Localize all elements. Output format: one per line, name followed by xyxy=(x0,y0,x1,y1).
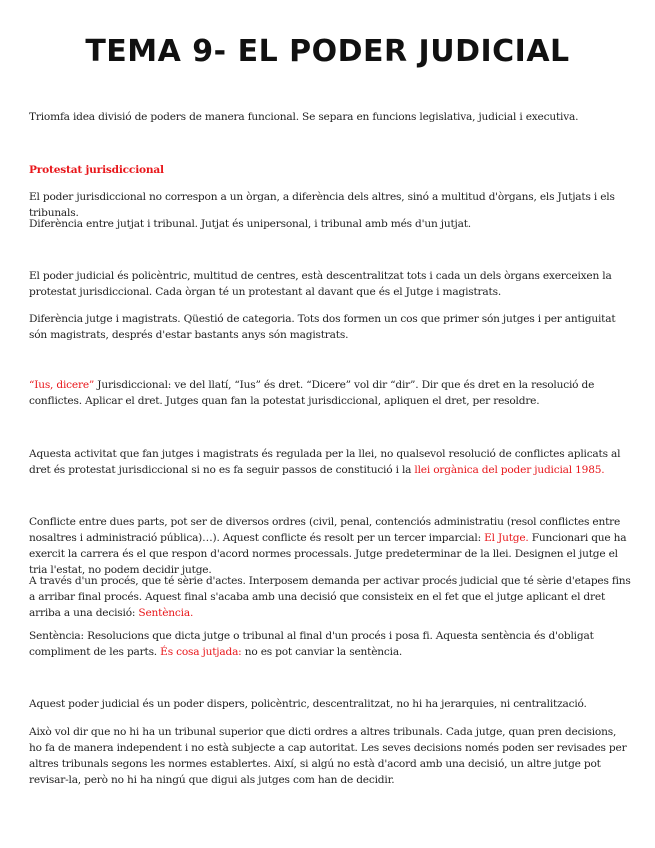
paragraph-text: Diferència entre jutjat i tribunal. Jutjat és unipersonal, i tribunal amb més d'un jutjat. xyxy=(29,218,471,230)
paragraph-text: Triomfa idea divisió de poders de manera funcional. Se separa en funcions legislativa, judicial i executiva. xyxy=(29,111,579,123)
paragraph-poder-dispers xyxy=(29,696,631,712)
page-title: TEMA 9- EL PODER JUDICIAL xyxy=(85,34,570,69)
paragraph-ius-dicere xyxy=(29,377,631,409)
highlight-ius-dicere: “Ius, dicere” xyxy=(29,379,95,391)
section-heading-protestat: Protestat jurisdiccional xyxy=(29,164,164,176)
paragraph-text: Aquest poder judicial és un poder dispers, policèntric, descentralitzat, no hi ha jerarquies, ni centralització. xyxy=(29,698,587,710)
paragraph-text: Funcionari que ha exercit la carrera és el que respon d'acord normes processals. Jutge predeterminar de la llei. Designen el jutge el tria l'estat, no podem decidir jutge. xyxy=(29,532,627,576)
paragraph-sentencia xyxy=(29,628,631,660)
paragraph-text: Diferència jutge i magistrats. Qüestió de categoria. Tots dos formen un cos que primer són jutges i per antiguitat són magistrats, després d'estar bastants anys són magistrats. xyxy=(29,313,616,341)
highlight-el-jutge: El Jutge. xyxy=(484,532,529,544)
highlight-sentencia: Sentència. xyxy=(138,607,194,619)
paragraph-policentric xyxy=(29,268,631,300)
paragraph-text: A través d'un procés, que té sèrie d'actes. Interposem demanda per activar procés judicial que té sèrie d'etapes fins a arribar final procés. Aquest final s'acaba amb una decisió que consisteix en el fet que el jutge aplicant el dret arriba a una decisió: xyxy=(29,575,631,619)
paragraph-division-poders xyxy=(29,109,631,125)
paragraph-conflicte xyxy=(29,514,631,578)
paragraph-text: Jurisdiccional: ve del llatí, “Ius” és dret. “Dicere” vol dir “dir”. Dir que és dret en la resolució de conflictes. Aplicar el dret. Jutges quan fan la potestat jurisdiccional, apliquen el dret, per resoldre. xyxy=(29,379,595,407)
paragraph-text: Aquesta activitat que fan jutges i magistrats és regulada per la llei, no qualsevol resolució de conflictes aplicats al dret és protestat jurisdiccional si no es fa seguir passos de constitució i la xyxy=(29,448,621,476)
paragraph-proces xyxy=(29,573,631,621)
paragraph-regulada-llei xyxy=(29,446,631,478)
highlight-cosa-jutjada: És cosa jutjada: xyxy=(160,646,242,658)
paragraph-text: Conflicte entre dues parts, pot ser de diversos ordres (civil, penal, contenciós administratiu (resol conflictes entre nosaltres i administració pública)…). Aquest conflicte és resolt per un tercer imparcial: xyxy=(29,516,621,544)
paragraph-independencia xyxy=(29,724,631,788)
highlight-llei-organica: llei orgànica del poder judicial 1985. xyxy=(414,464,605,476)
paragraph-text: Sentència: Resolucions que dicta jutge o tribunal al final d'un procés i posa fi. Aquesta sentència és d'obligat compliment de les parts. xyxy=(29,630,594,658)
paragraph-text: no es pot canviar la sentència. xyxy=(241,646,403,658)
paragraph-text: El poder judicial és policèntric, multitud de centres, està descentralitzat tots i cada un dels òrgans exerceixen la protestat jurisdiccional. Cada òrgan té un protestant al davant que és el Jutge i magistrats. xyxy=(29,270,612,298)
paragraph-text: Això vol dir que no hi ha un tribunal superior que dicti ordres a altres tribunals. Cada jutge, quan pren decisions, ho fa de manera independent i no està subjecte a cap autoritat. Les seves decisions només poden ser revisades per altres tribunals segons les normes establertes. Així, si algú no està d'acord amb una decisió, un altre jutge pot revisar-la, però no hi ha ningú que digui als jutges com han de decidir. xyxy=(29,726,627,786)
paragraph-jutjat-tribunal xyxy=(29,216,631,232)
paragraph-jutge-magistrats xyxy=(29,311,631,343)
paragraph-text: El poder jurisdiccional no correspon a un òrgan, a diferència dels altres, sinó a multitud d'òrgans, els Jutjats i els tribunals. xyxy=(29,191,615,219)
